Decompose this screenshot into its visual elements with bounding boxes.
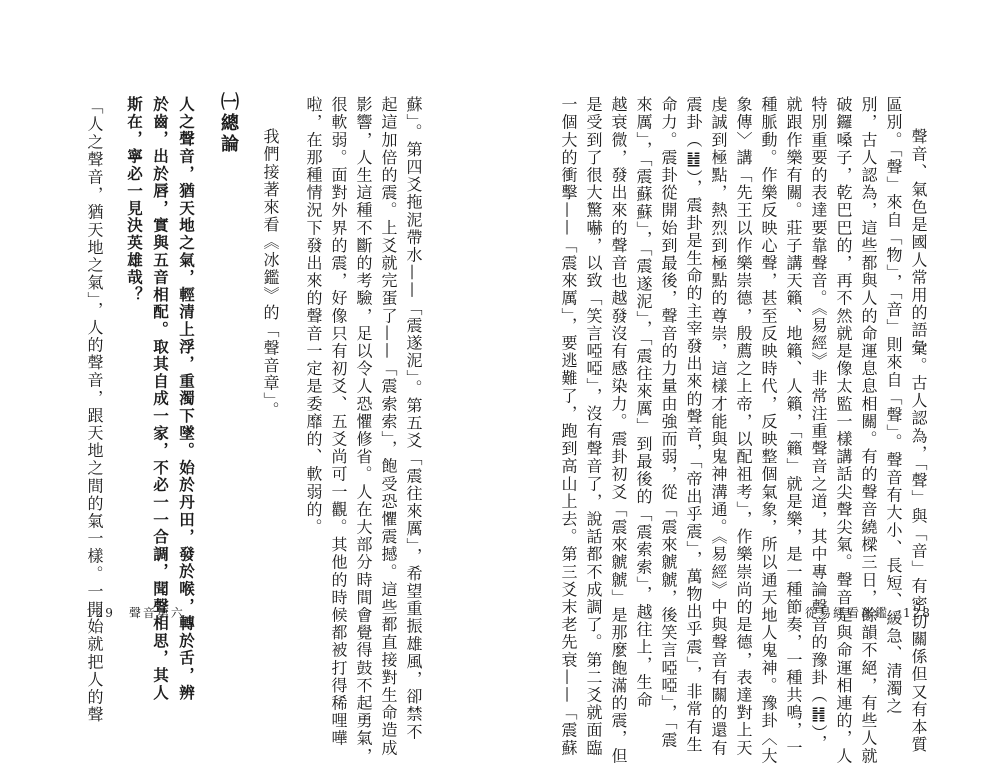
text-column: 越衰微，發出來的聲音也越發沒有感染力。震卦初爻「震來虩虩」是那麼飽滿的震，但 [609,96,628,765]
text-column: 虔誠到極點，熱烈到極點的尊崇，這樣才能與鬼神溝通。《易經》中與聲音有關的還有 [709,96,728,757]
text-column: 破鑼嗓子，乾巴巴的，再不然就是像太監一樣講話尖聲尖氣。聲音是與命運相連的，人 [834,96,853,765]
text-column: 震卦（䷲），震卦是生命的主宰發出來的聲音，「帝出乎震」，萬物出乎震」，非常有生 [684,96,703,754]
text-column: 蘇」。第四爻拖泥帶水——「震遂泥」。第五爻「震往來厲」，希望重振雄風，卻禁不 [404,96,423,741]
text-column: 「人之聲音，猶天地之氣」，人的聲音，跟天地之間的氣一樣。一開始就把人的聲 [85,98,104,724]
right-page [500,0,1000,765]
text-column: 是受到了很大驚嚇，以致「笑言啞啞」，沒有聲音了，說話都不成調了。第二爻就面臨 [584,96,603,757]
page-footer: 129 聲音第六 [86,606,185,620]
text-column: 種脈動。作樂反映心聲，甚至反映時代，反映整個氣象，所以通天地人鬼神。豫卦〈大 [759,96,778,765]
classical-text-column: 斯在，寧必一見決英雄哉？ [125,96,143,304]
section-heading: ㈠總論 [218,92,239,155]
text-column: 一個大的衝擊——「震來厲」，要逃難了，跑到高山上去。第三爻末老先衰——「震蘇 [559,96,578,757]
text-column: 命力。震卦從開始到最後，聲音的力量由強而弱，從「震來虩虩，後笑言啞啞」，「震 [659,96,678,749]
text-column: 就跟作樂有關。莊子講天籟、地籟、人籟，「籟」就是樂，是一種節奏，一種共鳴，一 [784,96,803,757]
text-column: 特別重要的表達要靠聲音。《易經》非常注重聲音之道，其中專論聲音的豫卦（䷏）， [809,96,828,752]
text-column: 區別。「聲」來自「物」，「音」則來自「聲」。聲音有大小、長短、緩急、清濁之 [884,96,903,716]
page-footer: 從易經看冰鑑 128 [805,606,932,620]
classical-text-column: 於齒，出於唇，實與五音相配。取其自成一家，不必一一合調，聞聲相思，其人 [151,96,169,702]
text-column: 聲音、氣色是國人常用的語彙。古人認為，「聲」與「音」有密切關係但又有本質 [909,128,928,754]
text-column: 很軟弱。面對外界的震，好像只有初爻、五爻尚可一觀。其他的時候都被打得稀哩嘩 [329,96,348,748]
text-column: 象傳〉講「先王以作樂崇德，殷薦之上帝，以配祖考」，作樂崇尚的是德，表達對上天 [734,96,753,757]
text-column: 別，古人認為，這些都與人的命運息息相關。有的聲音繞樑三日，餘韻不絕，有些人就 [859,96,878,765]
text-column: 影響，人生這種不斷的考驗，足以令人恐懼修省。人在大部分時間會覺得鼓不起勇氣， [354,96,373,765]
classical-text-column: 人之聲音，猶天地之氣，輕清上浮，重濁下墜。始於丹田，發於喉，轉於舌，辨 [177,96,195,702]
text-column: 起這加倍的震。上爻就完蛋了——「震索索」，飽受恐懼震撼。這些都直接對生命造成 [379,96,398,757]
text-column: 來厲」，「震蘇蘇」，「震遂泥」，「震往來厲」到最後的「震索索」，越往上，生命 [634,96,653,709]
text-column: 啦，在那種情況下發出來的聲音一定是委靡的、軟弱的。 [304,96,323,536]
text-column: 我們接著來看《冰鑑》的「聲音章」。 [261,128,280,420]
